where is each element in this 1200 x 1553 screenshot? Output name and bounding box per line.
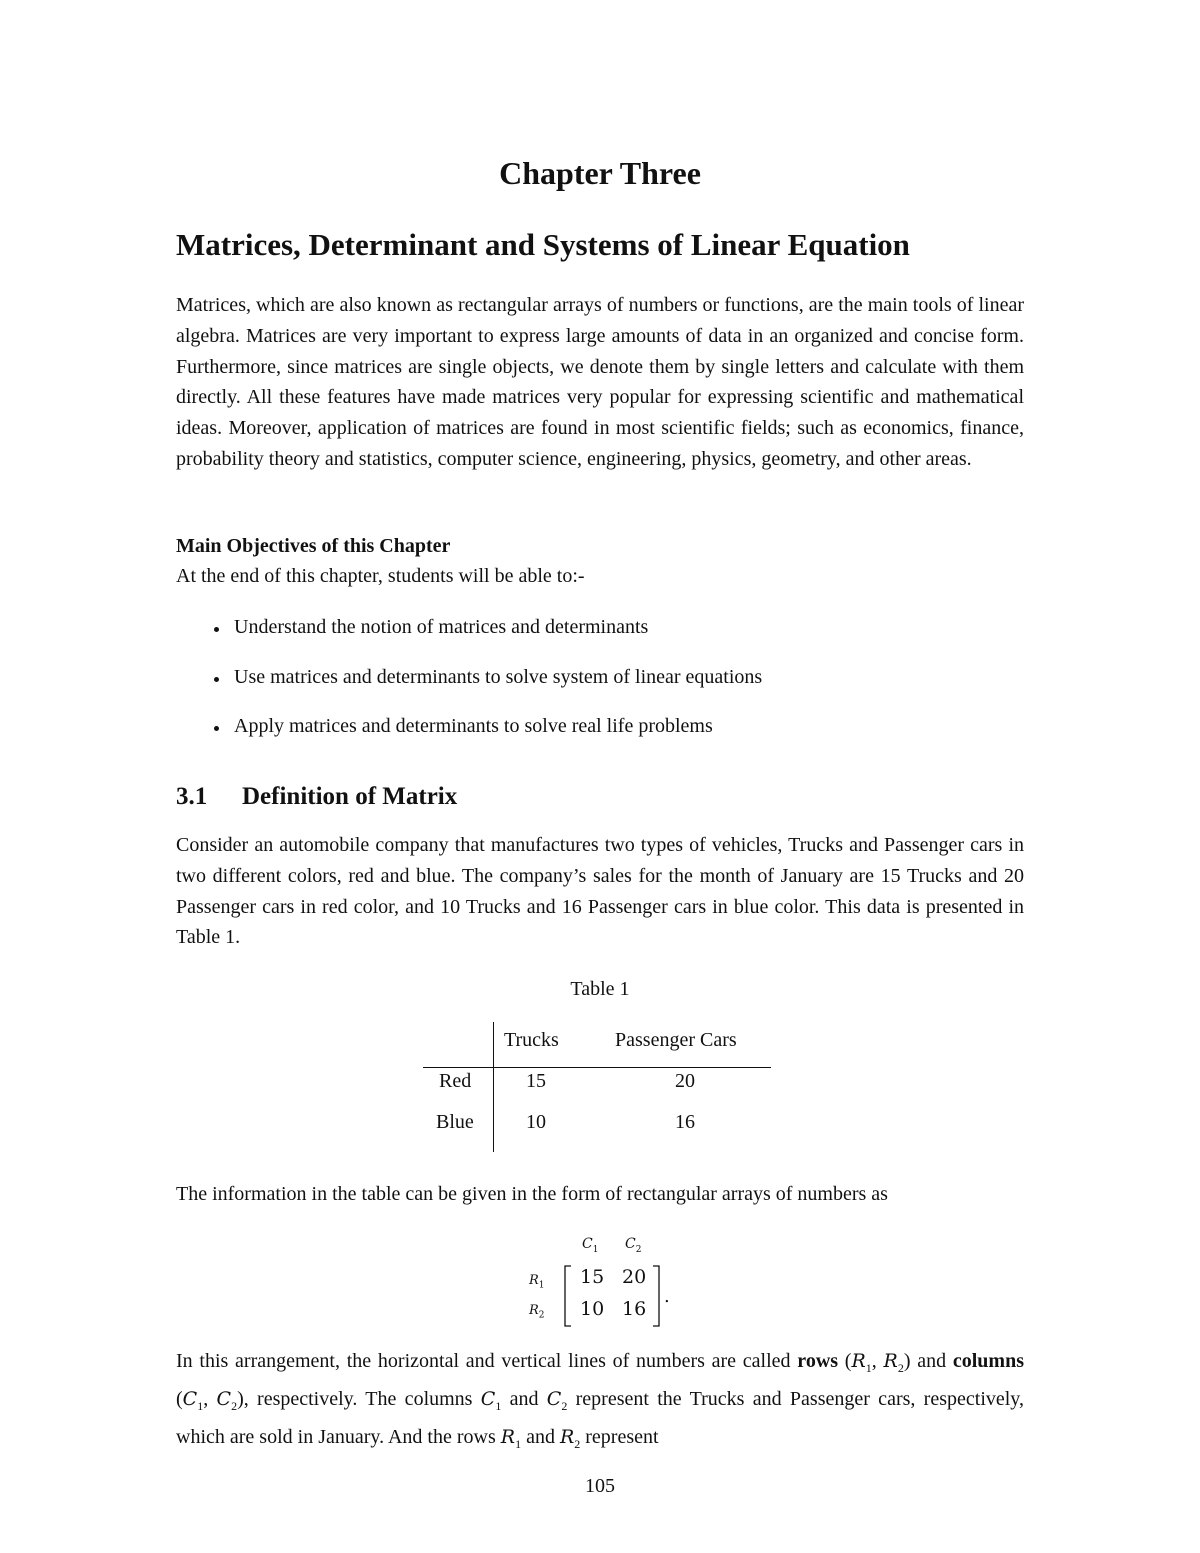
rows-columns-paragraph: In this arrangement, the horizontal and vertical lines of numbers are called rows ($R_1$, $R_2$) and columns ($C_1$, $C_2$), respectively. The columns $C_1$ and $C_2$ represent the Trucks and Passenger cars, respectively, which are sold in January. And the rows $R_1$ and $R_2$ represent [176, 1350, 1025, 1451]
table-cell: 16 [675, 1111, 695, 1133]
sales-matrix [520, 1236, 680, 1326]
bullet-icon [214, 627, 219, 632]
matrix-entry: 10 [580, 1298, 605, 1320]
column-label: $C_1$ [582, 1236, 599, 1255]
row-header: Red [439, 1070, 472, 1092]
table-cell: 10 [526, 1111, 546, 1133]
table-cell: 15 [526, 1070, 546, 1092]
matrix-brackets [562, 1264, 672, 1328]
objectives-lead: At the end of this chapter, students will be able to:- [176, 565, 585, 587]
bullet-icon [214, 726, 219, 731]
section-number: 3.1 [176, 783, 208, 810]
chapter-title: Chapter Three [499, 155, 701, 191]
chapter-subtitle: Matrices, Determinant and Systems of Linear Equation [176, 227, 910, 262]
row-header: Blue [436, 1111, 474, 1133]
page-number: 105 [585, 1475, 615, 1497]
list-item: Apply matrices and determinants to solve real life problems [214, 715, 762, 765]
table-vertical-rule [493, 1022, 494, 1152]
row-label: $R_1$ [529, 1273, 545, 1291]
intro-paragraph: Matrices, which are also known as rectangular arrays of numbers or functions, are the main tools of linear algebra. Matrices are very important to express large amounts of data in an organized and concise form. Furthermore, since matrices are single objects, we denote them by single letters and calculate with them directly. All these features have made matrices very popular for expressing scientific and mathematical ideas. Moreover, application of matrices are found in most scientific fields; such as economics, finance, probability theory and statistics, computer science, engineering, physics, geometry, and other areas. [176, 294, 1024, 470]
column-header: Passenger Cars [615, 1029, 737, 1051]
matrix-end-mark: . [664, 1286, 670, 1307]
table-horizontal-rule [423, 1067, 771, 1068]
sales-table [423, 1022, 771, 1152]
matrix-entry: 15 [580, 1266, 605, 1288]
section-title: Definition of Matrix [242, 783, 458, 810]
table-cell: 20 [675, 1070, 695, 1092]
matrix-intro-text: The information in the table can be given in the form of rectangular arrays of numbers as [176, 1183, 888, 1205]
section-heading [176, 783, 457, 811]
bullet-icon [214, 677, 219, 682]
table-caption: Table 1 [570, 978, 630, 1000]
row-label: $R_2$ [529, 1303, 545, 1321]
matrix-entry: 20 [622, 1266, 647, 1288]
list-item: Use matrices and determinants to solve system of linear equations [214, 666, 762, 716]
section-paragraph: Consider an automobile company that manufactures two types of vehicles, Trucks and Passenger cars in two different colors, red and blue. The company’s sales for the month of January are 15 Trucks and 20 Passenger cars in red color, and 10 Trucks and 16 Passenger cars in blue color. This data is presented in Table 1. [176, 834, 1024, 949]
column-header: Trucks [504, 1029, 559, 1051]
objectives-heading: Main Objectives of this Chapter [176, 535, 451, 557]
matrix-entry: 16 [622, 1298, 647, 1320]
column-label: $C_2$ [625, 1236, 642, 1255]
objectives-list [214, 616, 762, 765]
list-item: Understand the notion of matrices and determinants [214, 616, 762, 666]
